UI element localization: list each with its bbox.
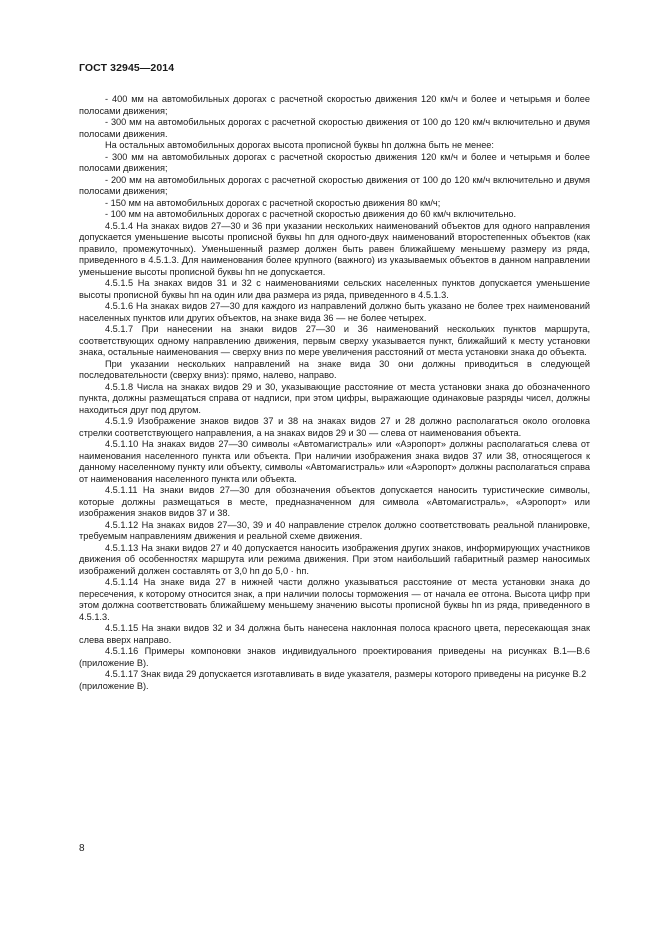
- page-number: 8: [79, 843, 85, 854]
- paragraph: 4.5.1.14 На знаке вида 27 в нижней части должно указываться расстояние от места установки знака до пересечения, к которому относится знак, а при наличии полосы торможения — от начала ее отгона. Высота цифр при этом должна соответствовать ближайшему меньшему значению высоты прописной буквы hп из ряда, приведенного в 4.5.1.3.: [79, 577, 590, 622]
- paragraph: - 300 мм на автомобильных дорогах с расчетной скоростью движения от 100 до 120 км/ч включительно и двумя полосами движения.: [79, 117, 590, 139]
- paragraph: 4.5.1.15 На знаки видов 32 и 34 должна быть нанесена наклонная полоса красного цвета, пересекающая знак слева вверх направо.: [79, 623, 590, 645]
- paragraph: - 300 мм на автомобильных дорогах с расчетной скоростью движения 120 км/ч и более и четырьмя и более полосами движения;: [79, 151, 590, 173]
- paragraph: 4.5.1.16 Примеры компоновки знаков индивидуального проектирования приведены на рисунках В.1—В.6 (приложение В).: [79, 646, 590, 668]
- paragraph: 4.5.1.13 На знаки видов 27 и 40 допускается наносить изображения других знаков, информирующих участников движения об особенностях маршрута или режима движения. При этом наибольший габаритный размер наносимых изображений должен составлять от 3,0 hп до 5,0 · hп.: [79, 542, 590, 576]
- paragraph: 4.5.1.9 Изображение знаков видов 37 и 38 на знаках видов 27 и 28 должно располагаться около оголовка стрелки соответствующего направления, а на знаках видов 29 и 30 — слева от наименования объекта.: [79, 416, 590, 438]
- paragraph: 4.5.1.8 Числа на знаках видов 29 и 30, указывающие расстояние от места установки знака до обозначенного пункта, должны размещаться справа от надписи, при этом цифры, выражающие одинаковые разряды чисел, должны находиться друг под другом.: [79, 381, 590, 415]
- paragraph: 4.5.1.6 На знаках видов 27—30 для каждого из направлений должно быть указано не более трех наименований населенных пунктов или других объектов, на знаке вида 36 — не более четырех.: [79, 301, 590, 323]
- paragraph: На остальных автомобильных дорогах высота прописной буквы hп должна быть не менее:: [105, 140, 494, 150]
- paragraph: - 150 мм на автомобильных дорогах с расчетной скоростью движения 80 км/ч;: [105, 197, 441, 208]
- document-body: [79, 94, 590, 692]
- paragraph: 4.5.1.12 На знаках видов 27—30, 39 и 40 направление стрелок должно соответствовать реальной планировке, требуемым направлениям движения и реальной схеме движения.: [79, 519, 590, 541]
- paragraph: - 400 мм на автомобильных дорогах с расчетной скоростью движения 120 км/ч и более и четырьмя и более полосами движения;: [79, 94, 590, 116]
- paragraph: - 200 мм на автомобильных дорогах с расчетной скоростью движения от 100 до 120 км/ч включительно и двумя полосами движения;: [79, 174, 590, 196]
- paragraph: - 100 мм на автомобильных дорогах с расчетной скоростью движения до 60 км/ч включительно.: [105, 209, 517, 219]
- paragraph: 4.5.1.7 При нанесении на знаки видов 27—30 и 36 наименований нескольких пунктов маршрута, соответствующих одному направлению движения, первым сверху указывается пункт, ближайший к месту установки знака, остальные наименования — сверху вниз по мере увеличения расстояний от места установки знака до объекта.: [79, 324, 590, 357]
- paragraph: 4.5.1.11 На знаки видов 27—30 для обозначения объектов допускается наносить туристические символы, которые должны размещаться в месте, предназначенном для символа «Автомагистраль», «Аэропорт» или изображения знаков видов 37 и 38.: [79, 485, 590, 518]
- paragraph: 4.5.1.17 Знак вида 29 допускается изготавливать в виде указателя, размеры которого приведены на рисунке В.2 (приложение В).: [79, 669, 587, 691]
- paragraph: 4.5.1.10 На знаках видов 27—30 символы «Автомагистраль» или «Аэропорт» должны располагаться слева от наименования населенного пункта или объекта. При наличии изображения знака видов 37 или 38, относящегося к данному населенному пункту или объекту, символы «Автомагистраль» или «Аэропорт» должны располагаться справа от наименования населенного пункта или объекта.: [79, 439, 590, 484]
- paragraph: При указании нескольких направлений на знаке вида 30 они должны приводиться в следующей последовательности (сверху вниз): прямо, налево, направо.: [79, 358, 590, 380]
- document-header: ГОСТ 32945—2014: [79, 62, 175, 74]
- paragraph: 4.5.1.5 На знаках видов 31 и 32 с наименованиями сельских населенных пунктов допускается уменьшение высоты прописной буквы hп на один или два размера из ряда, приведенного в 4.5.1.3.: [79, 278, 590, 300]
- paragraph: 4.5.1.4 На знаках видов 27—30 и 36 при указании нескольких наименований объектов для одного направления допускается уменьшение высоты прописной буквы hп для одного-двух наименований второстепенных объектов (как правило, промежуточных). Уменьшенный размер должен быть равен ближайшему меньшему размеру из ряда, приведенного в 4.5.1.3. Для наименования более крупного (важного) из указываемых объектов в данном направлении уменьшение высоты прописной буквы hп не допускается.: [79, 220, 590, 277]
